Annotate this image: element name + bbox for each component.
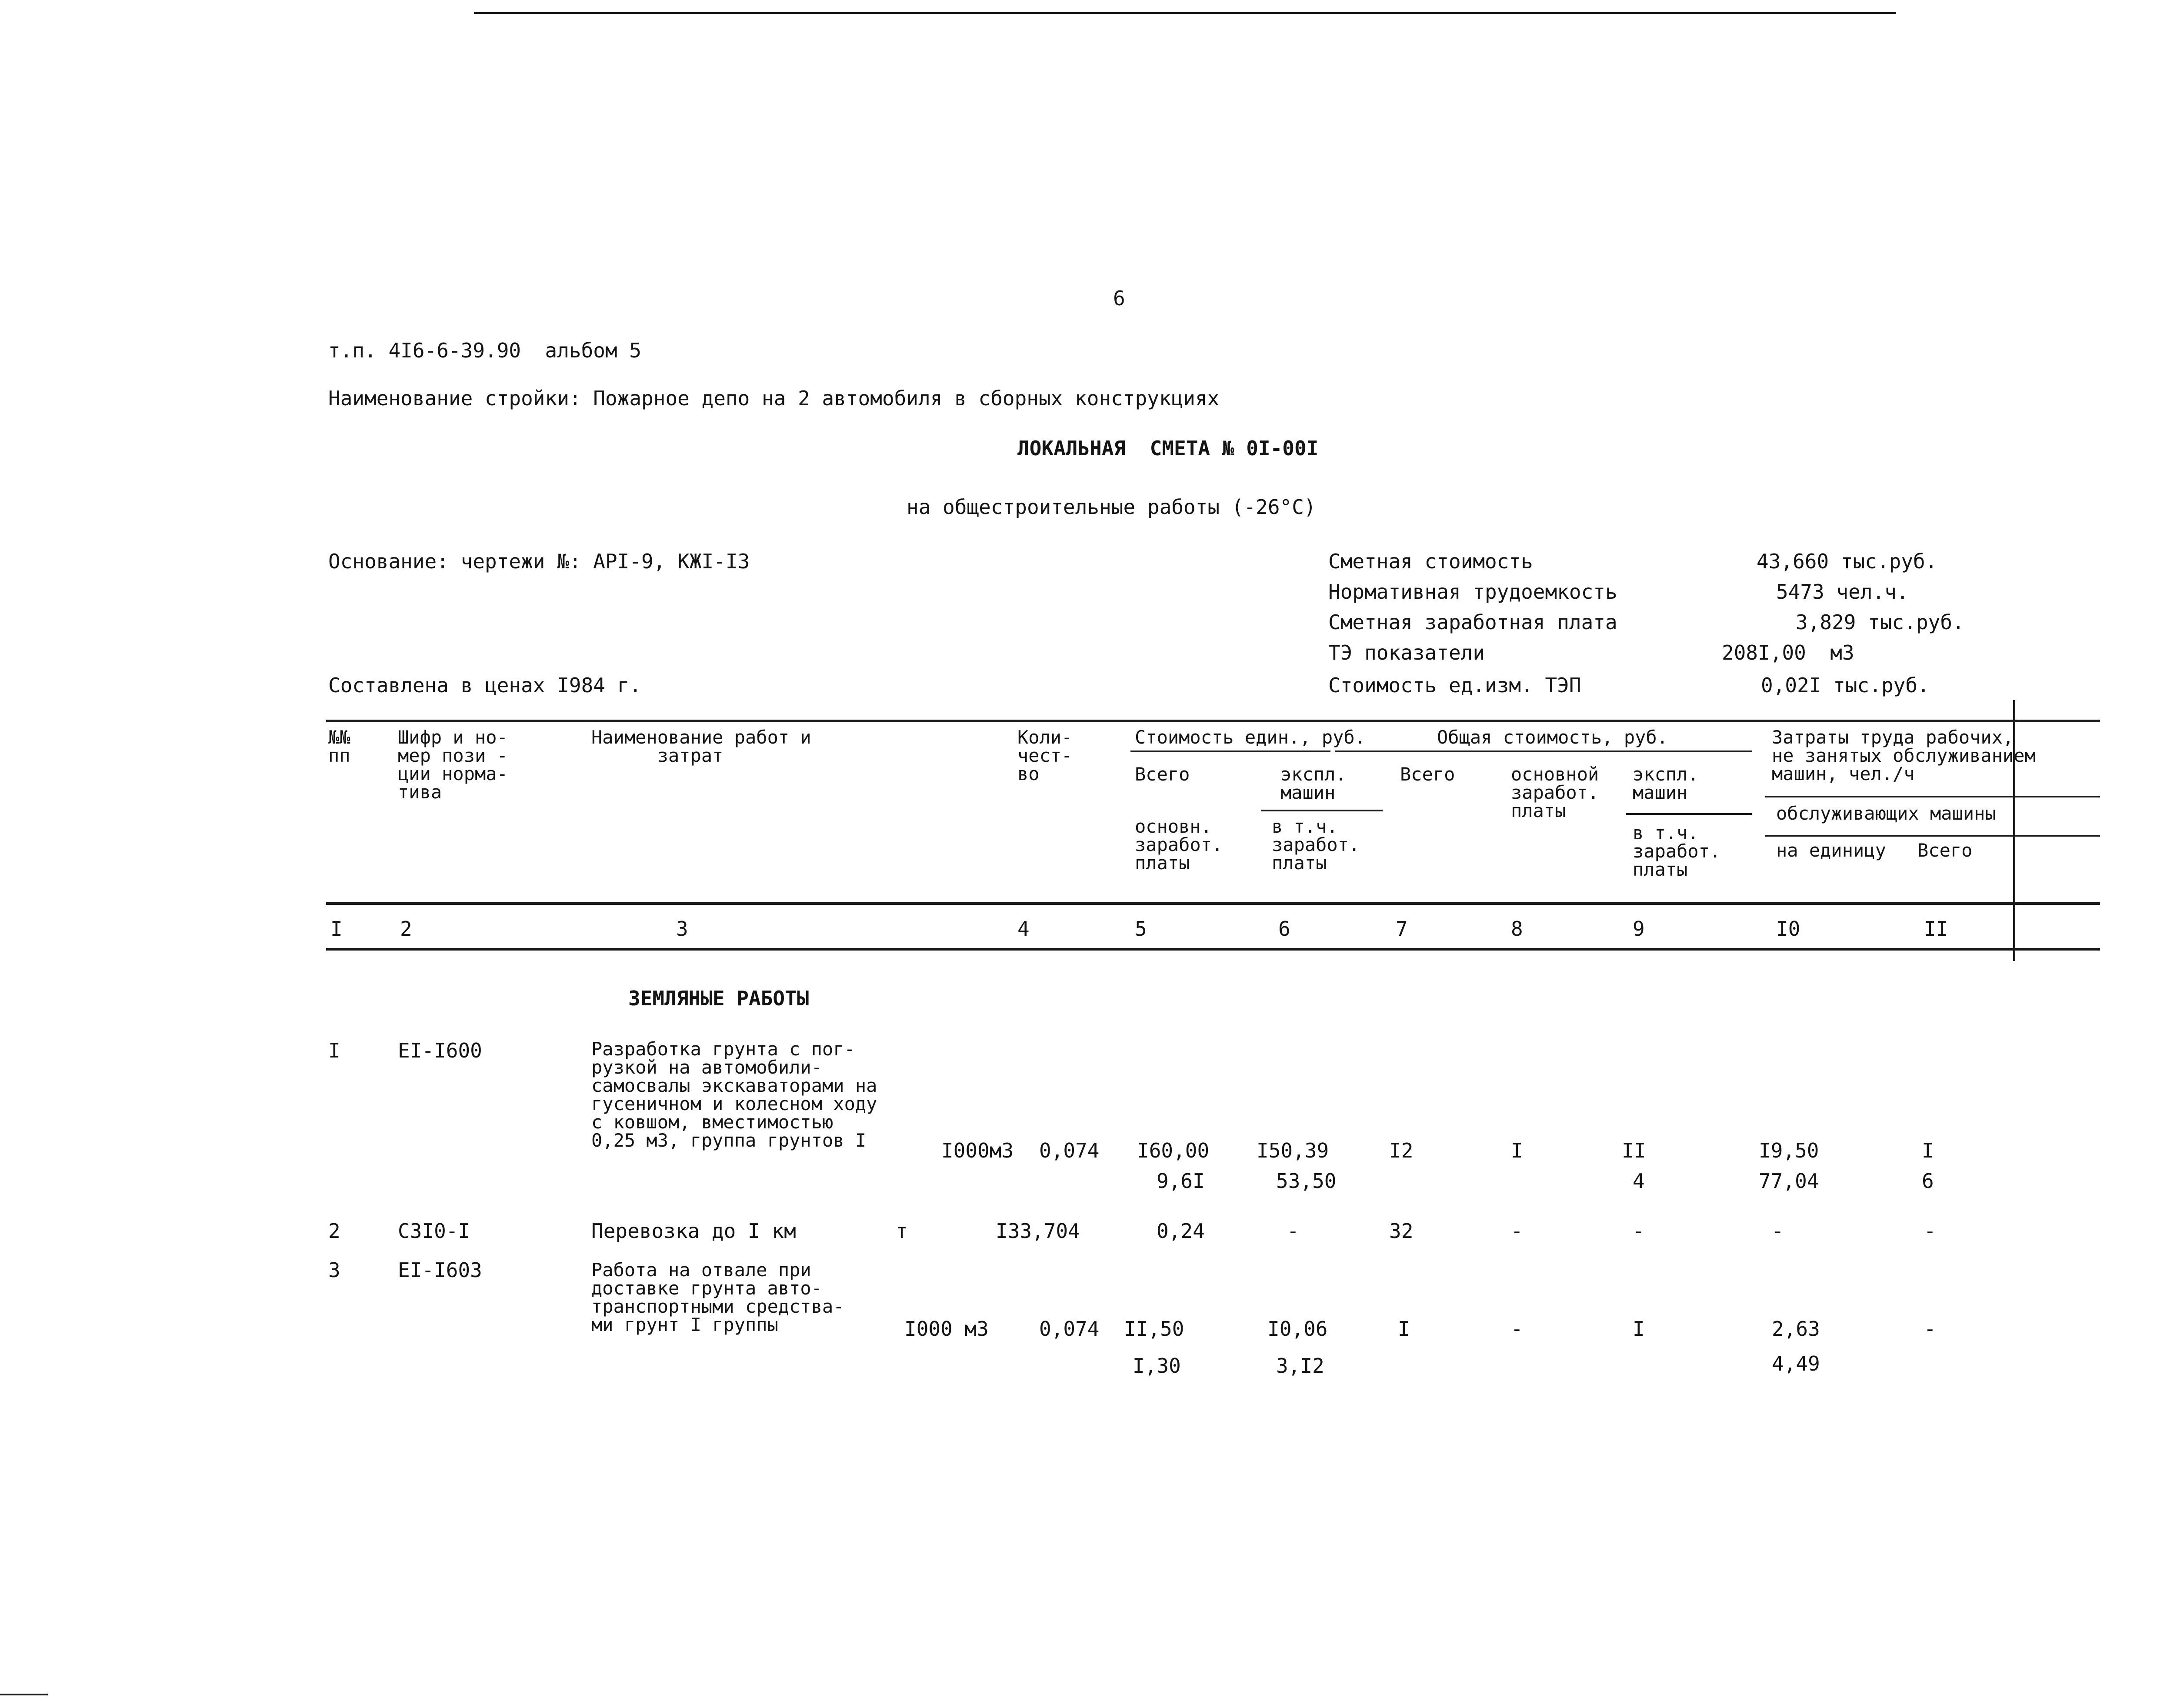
prices-line: Составлена в ценах I984 г.: [328, 674, 642, 697]
row-work-name: Перевозка до I км: [591, 1219, 796, 1243]
row-total-base-wage: I: [1511, 1139, 1523, 1162]
header-total-base-wage: основной заработ. платы: [1511, 764, 1599, 821]
header-total-cost: Общая стоимость, руб.: [1437, 727, 1668, 748]
row-unit-expl: I0,06: [1267, 1317, 1328, 1341]
row-quantity: 0,074: [1039, 1317, 1100, 1341]
document-subtitle: на общестроительные работы (-26°C): [907, 495, 1316, 519]
header-unit-incl-wage: в т.ч. заработ. платы: [1272, 816, 1360, 874]
row-code: C3I0-I: [398, 1219, 470, 1243]
header-work-name: Наименование работ и затрат: [591, 727, 811, 766]
basis-line: Основание: чертежи №: АРI-9, КЖI-I3: [328, 550, 750, 573]
labor-service-rule: [1765, 796, 2100, 797]
document-title: ЛОКАЛЬНАЯ СМЕТА № 0I-00I: [1017, 437, 1319, 460]
header-unit-total: Всего: [1135, 764, 1190, 785]
labor-unit-rule: [1765, 835, 2100, 837]
row-total-incl-wage: 4: [1633, 1169, 1645, 1193]
header-unit-base-wage: основн. заработ. платы: [1135, 816, 1223, 874]
column-numbers-bottom-rule: [326, 948, 2100, 951]
row-total-expl: -: [1633, 1219, 1645, 1243]
header-total-all: Всего: [1400, 764, 1455, 785]
summary-label: Сметная заработная плата: [1328, 610, 1617, 634]
column-numbers-top-rule: [326, 902, 2100, 905]
summary-value: 0,02I тыс.руб.: [1761, 674, 1930, 697]
row-number: 2: [328, 1219, 340, 1243]
row-unit-base-wage: 9,6I: [1157, 1169, 1205, 1193]
header-labor-total: Всего: [1917, 840, 1973, 861]
row-labor-total: -: [1924, 1219, 1936, 1243]
row-unit-expl: -: [1287, 1219, 1299, 1243]
row-unit-total: 0,24: [1157, 1219, 1205, 1243]
row-labor-unit: I9,50: [1759, 1139, 1819, 1162]
header-unit-expl: экспл. машин: [1280, 764, 1347, 803]
project-name: Наименование стройки: Пожарное депо на 2 автомобиля в сборных конструкциях: [328, 387, 1220, 410]
header-labor: Затраты труда рабочих, не занятых обслуживанием машин, чел./ч: [1772, 727, 2036, 784]
summary-label: Нормативная трудоемкость: [1328, 580, 1617, 604]
header-code: Шифр и но- мер пози - ции норма- тива: [398, 727, 508, 803]
row-unit-incl-wage: 3,I2: [1276, 1354, 1324, 1378]
row-number: 3: [328, 1258, 340, 1282]
row-total: 32: [1389, 1219, 1414, 1243]
column-number: I0: [1776, 917, 1800, 941]
row-total-base-wage: -: [1511, 1219, 1523, 1243]
header-quantity: Коли- чест- во: [1017, 727, 1073, 784]
column-number: I: [330, 917, 343, 941]
section-title: ЗЕМЛЯНЫЕ РАБОТЫ: [628, 987, 809, 1010]
header-total-incl-wage: в т.ч. заработ. платы: [1633, 822, 1721, 880]
row-unit-incl-wage: 53,50: [1276, 1169, 1337, 1193]
margin-mark: [0, 1694, 48, 1695]
total-expl-rule: [1626, 813, 1752, 815]
summary-label: Сметная стоимость: [1328, 550, 1533, 573]
row-total: I2: [1389, 1139, 1414, 1162]
column-number: 6: [1278, 917, 1290, 941]
unit-expl-rule: [1261, 810, 1383, 811]
page-number: 6: [1113, 287, 1125, 310]
row-total: I: [1398, 1317, 1410, 1341]
row-total-expl: II: [1622, 1139, 1646, 1162]
header-row-number: №№ пп: [328, 727, 350, 766]
row-quantity: 0,074: [1039, 1139, 1100, 1162]
row-labor-unit: 2,63: [1772, 1317, 1820, 1341]
summary-label: Стоимость ед.изм. ТЭП: [1328, 674, 1581, 697]
column-number: 7: [1396, 917, 1408, 941]
total-cost-rule: [1335, 751, 1752, 752]
table-top-rule: [326, 720, 2100, 722]
row-code: EI-I600: [398, 1039, 482, 1062]
column-number: 5: [1135, 917, 1147, 941]
row-quantity: I33,704: [996, 1219, 1080, 1243]
header-labor-unit: на единицу: [1776, 840, 1886, 861]
header-labor-service: обслуживающих машины: [1776, 803, 1996, 824]
row-labor-service-unit: 4,49: [1772, 1352, 1820, 1375]
row-unit-total: II,50: [1124, 1317, 1184, 1341]
summary-value: 5473 чел.ч.: [1776, 580, 1909, 604]
row-labor-service-total: 6: [1922, 1169, 1934, 1193]
row-labor-total: -: [1924, 1317, 1936, 1341]
row-number: I: [328, 1039, 340, 1062]
row-work-name: Работа на отвале при доставке грунта авто- транспортными средства- ми грунт I группы: [591, 1259, 844, 1335]
row-unit: т: [896, 1219, 908, 1243]
row-unit-total: I60,00: [1137, 1139, 1210, 1162]
header-unit-cost: Стоимость един., руб.: [1135, 727, 1366, 748]
summary-value: 3,829 тыс.руб.: [1796, 610, 1964, 634]
top-edge-line: [474, 12, 1896, 14]
row-unit-base-wage: I,30: [1133, 1354, 1181, 1378]
column-number: 2: [400, 917, 412, 941]
column-number: II: [1924, 917, 1948, 941]
summary-label: ТЭ показатели: [1328, 641, 1485, 664]
row-labor-unit: -: [1772, 1219, 1784, 1243]
row-total-base-wage: -: [1511, 1317, 1523, 1341]
row-total-expl: I: [1633, 1317, 1645, 1341]
column-number: 9: [1633, 917, 1645, 941]
row-work-name: Разработка грунта с пог- рузкой на автомобили- самосвалы экскаваторами на гусеничном и колесном ходу с ковшом, вместимостью 0,25 м3, группа грунтов I: [591, 1038, 877, 1151]
row-labor-total: I: [1922, 1139, 1934, 1162]
column-number: 4: [1017, 917, 1030, 941]
doc-reference: т.п. 4I6-6-39.90 альбом 5: [328, 339, 642, 362]
summary-value: 208I,00 м3: [1722, 641, 1854, 664]
column-number: 3: [676, 917, 688, 941]
row-unit-expl: I50,39: [1257, 1139, 1329, 1162]
column-number: 8: [1511, 917, 1523, 941]
row-labor-service-unit: 77,04: [1759, 1169, 1819, 1193]
summary-value: 43,660 тыс.руб.: [1757, 550, 1937, 573]
unit-cost-rule: [1130, 751, 1330, 752]
row-unit: I000м3: [941, 1139, 1014, 1162]
header-total-expl: экспл. машин: [1633, 764, 1699, 803]
row-code: EI-I603: [398, 1258, 482, 1282]
row-unit: I000 м3: [904, 1317, 989, 1341]
